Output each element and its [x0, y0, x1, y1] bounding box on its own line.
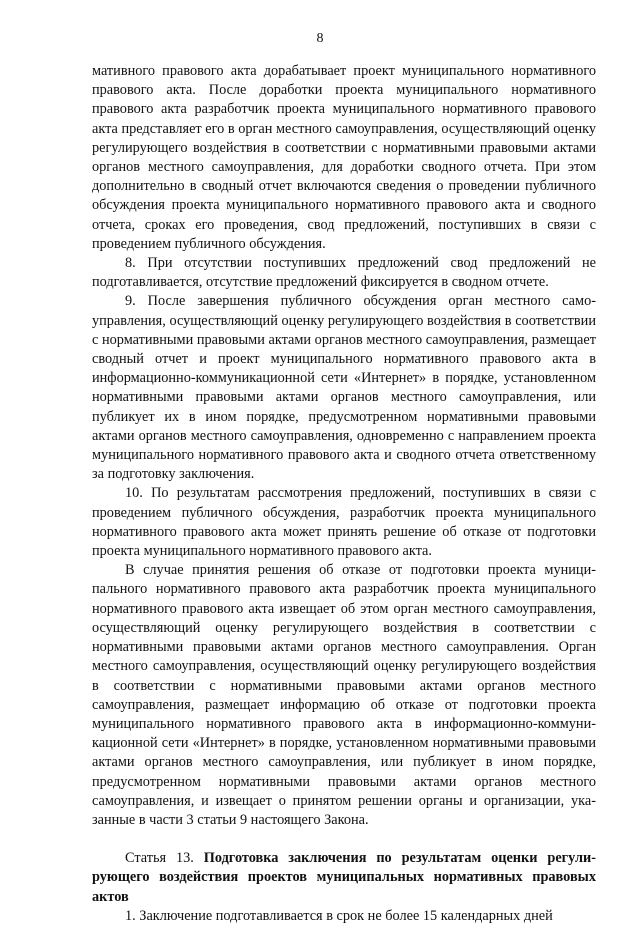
page-number: 8 — [316, 31, 324, 46]
article-title: Подготовка заключения по результатам оценки регулирующего воздействия проектов муниципальных нормативных правовых актов — [92, 850, 596, 905]
paragraph-item-9: 9. После завершения публичного обсуждения орган местного самоуправления, осуществляющий оценку регулирующего воздействия в соответствии с нормативными правовыми актами органов местного самоуправления, размещает сводный отчет и проект муниципального нормативного правового акта в информационно-коммуникационной сети «Интернет» в порядке, установленном нормативными правовыми актами органов местного самоуправления, или публикует их в ином порядке, предусмотренном нормативными правовыми актами органов местного самоуправления, одновременно с направлением проекта муниципального нормативного правового акта и сводного отчета ответственному за подготовку заключения. — [92, 293, 596, 483]
paragraph-refusal: В случае принятия решения об отказе от подготовки проекта муниципального нормативного правового акта разработчик проекта муниципального нормативного правового акта извещает об этом орган местного самоуправления, осуществляющий оценку регулирующего воздействия в соответствии с нормативными правовыми актами органов местного самоуправления. Орган местного самоуправления, осуществляющий оценку регулирующего воздействия в соответствии с нормативными правовыми актами органов местного самоуправления, размещает информацию об отказе от подготовки проекта муниципального нормативного правового акта в информационно-коммуникационной сети «Интернет» в порядке, установленном нормативными правовыми актами органов местного самоуправления, или публикует в ином порядке, предусмотренном нормативными правовыми актами органов местного самоуправления, и извещает о принятом решении органы и организации, указанные в части 3 статьи 9 настоящего Закона. — [92, 562, 596, 828]
paragraph-item-10: 10. По результатам рассмотрения предложений, поступивших в связи с проведением публичного обсуждения, разработчик проекта муниципального нормативного правового акта может принять решение об отказе от подготовки проекта муниципального нормативного правового акта. — [92, 485, 596, 560]
paragraph-item-8: 8. При отсутствии поступивших предложений свод предложений не подготавливается, отсутствие предложений фиксируется в сводном отчете. — [92, 255, 596, 291]
article-heading — [92, 849, 596, 907]
document-body — [92, 62, 596, 926]
paragraph-article-13-item-1: 1. Заключение подготавливается в срок не более 15 календарных дней — [125, 907, 553, 924]
article-number: Статья 13. — [125, 850, 194, 867]
paragraph-continued: мативного правового акта дорабатывает проект муниципального нормативного правового акта. После доработки проекта муниципального нормативного правового акта разработчик проекта муниципального нормативного правового акта представляет его в орган местного самоуправления, осуществляющий оценку регулирующего воздействия в соответствии с нормативными правовыми актами органов местного самоуправления, для доработки сводного отчета. При этом дополнительно в сводный отчет включаются сведения о проведении публичного обсуждения проекта муниципального нормативного правового акта и сводного отчета, сроках его проведения, свод предложений, поступивших в связи с проведением публичного обсуждения. — [92, 63, 596, 252]
